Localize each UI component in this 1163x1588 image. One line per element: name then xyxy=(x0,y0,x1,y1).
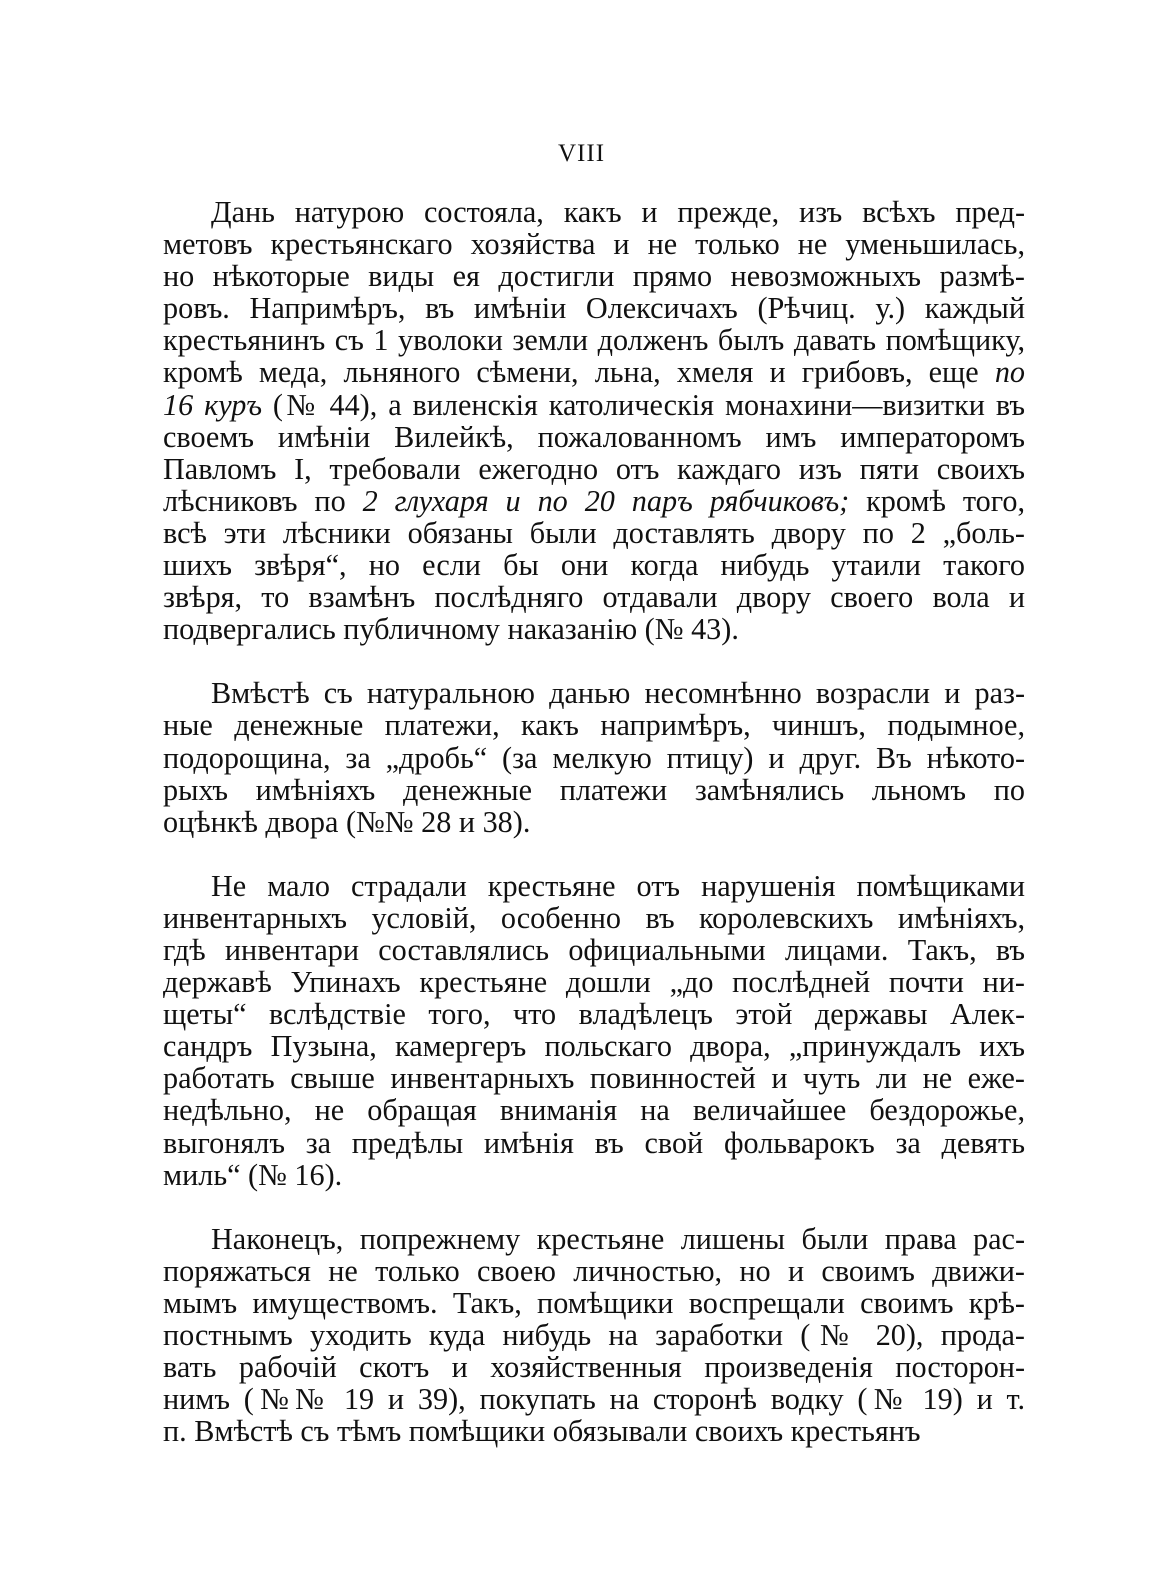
text-line xyxy=(163,1255,1025,1287)
text-segment: оцѣнкѣ двора (№№ 28 и 38). xyxy=(163,804,531,839)
text-segment: гдѣ инвентари составлялись официальными лицами. Такъ, въ xyxy=(163,932,1025,967)
text-line xyxy=(163,1383,1025,1415)
text-line xyxy=(163,870,1025,902)
text-segment: постнымъ уходить куда нибудь на заработки (№ 20), прода- xyxy=(163,1318,1025,1352)
text-segment: вать рабочій скотъ и хозяйственныя произведенія посторон- xyxy=(163,1350,1025,1385)
text-line xyxy=(163,1094,1025,1126)
text-line xyxy=(163,677,1025,709)
text-line xyxy=(163,1030,1025,1062)
text-line xyxy=(163,517,1025,549)
text-line xyxy=(163,1062,1025,1094)
text-line xyxy=(163,902,1025,934)
body-text xyxy=(163,196,1025,1479)
text-segment: п. Вмѣстѣ съ тѣмъ помѣщики обязывали своихъ крестьянъ xyxy=(163,1414,921,1449)
text-segment: державѣ Упинахъ крестьяне дошли „до послѣдней почти ни- xyxy=(163,965,1025,1000)
text-line xyxy=(163,1351,1025,1383)
text-line xyxy=(163,774,1025,806)
text-line xyxy=(163,292,1025,324)
text-line xyxy=(163,1127,1025,1159)
text-line xyxy=(163,228,1025,260)
text-segment: щеты“ вслѣдствіе того, что владѣлецъ этой державы Алек- xyxy=(163,997,1025,1032)
text-segment: Павломъ I, требовали ежегодно отъ каждаго изъ пяти своихъ xyxy=(163,451,1025,486)
text-segment: миль“ (№ 16). xyxy=(163,1157,343,1192)
text-line xyxy=(163,806,1025,838)
text-line xyxy=(163,1287,1025,1319)
text-segment: кромѣ меда, льняного сѣмени, льна, хмеля и грибовъ, еще xyxy=(163,355,995,390)
text-segment: лѣсниковъ по xyxy=(163,483,363,518)
text-line xyxy=(163,934,1025,966)
text-segment: крестьянинъ съ 1 уволоки земли долженъ былъ давать помѣщику, xyxy=(163,323,1025,358)
text-line xyxy=(163,709,1025,741)
paragraph xyxy=(163,1223,1025,1448)
text-line xyxy=(163,1159,1025,1191)
text-segment: нимъ (№№ 19 и 39), покупать на сторонѣ водку (№ 19) и т. xyxy=(163,1382,1025,1417)
paragraph xyxy=(163,870,1025,1191)
text-line xyxy=(163,613,1025,645)
text-segment: ровъ. Напримѣръ, въ имѣніи Олексичахъ (Рѣчиц. у.) каждый xyxy=(163,291,1025,326)
text-segment: 2 глухаря и по 20 паръ рябчиковъ; xyxy=(362,483,850,518)
text-segment: по xyxy=(994,355,1025,390)
text-line xyxy=(163,421,1025,453)
page-number: VIII xyxy=(557,140,606,167)
text-line xyxy=(163,260,1025,292)
text-line xyxy=(163,549,1025,581)
text-line xyxy=(163,1415,1025,1447)
text-segment: Наконецъ, попрежнему крестьяне лишены были права рас- xyxy=(211,1221,1025,1256)
text-line xyxy=(163,581,1025,613)
text-segment: мымъ имуществомъ. Такъ, помѣщики воспрещали своимъ крѣ- xyxy=(163,1285,1025,1320)
text-segment: но нѣкоторые виды ея достигли прямо невозможныхъ размѣ- xyxy=(163,259,1025,294)
text-segment: своемъ имѣніи Вилейкѣ, пожалованномъ имъ императоромъ xyxy=(163,419,1025,454)
text-segment: Дань натурою состояла, какъ и прежде, изъ всѣхъ пред- xyxy=(211,195,1025,229)
text-segment: рыхъ имѣніяхъ денежные платежи замѣнялись льномъ по xyxy=(163,772,1025,807)
text-segment: инвентарныхъ условій, особенно въ королевскихъ имѣніяхъ, xyxy=(163,900,1025,935)
text-line xyxy=(163,1319,1025,1351)
text-segment: выгонялъ за предѣлы имѣнія въ свой фольварокъ за девять xyxy=(163,1125,1025,1160)
text-segment: звѣря, то взамѣнъ послѣдняго отдавали двору своего вола и xyxy=(163,580,1025,615)
text-line xyxy=(163,453,1025,485)
text-segment: (№ 44), а виленскія католическія монахини—визитки въ xyxy=(262,387,1025,422)
text-segment: всѣ эти лѣсники обязаны были доставлять двору по 2 „боль- xyxy=(163,515,1025,550)
text-line xyxy=(163,742,1025,774)
text-segment: сандръ Пузына, камергеръ польскаго двора, „принуждалъ ихъ xyxy=(163,1029,1025,1064)
paragraph xyxy=(163,196,1025,645)
text-segment: работать свыше инвентарныхъ повинностей и чуть ли не еже- xyxy=(163,1061,1025,1096)
text-line xyxy=(163,966,1025,998)
text-segment: Вмѣстѣ съ натуральною данью несомнѣнно возрасли и раз- xyxy=(211,676,1025,711)
text-segment: кромѣ того, xyxy=(849,483,1025,518)
text-line xyxy=(163,1223,1025,1255)
text-line xyxy=(163,485,1025,517)
text-segment: подвергались публичному наказанію (№ 43). xyxy=(163,612,739,647)
text-segment: шихъ звѣря“, но если бы они когда нибудь утаили такого xyxy=(163,548,1025,583)
paragraph xyxy=(163,677,1025,837)
text-line xyxy=(163,196,1025,228)
text-segment: подорощина, за „дробь“ (за мелкую птицу) и друг. Въ нѣкото- xyxy=(163,740,1025,775)
text-line xyxy=(163,356,1025,388)
text-line xyxy=(163,998,1025,1030)
text-segment: недѣльно, не обращая вниманія на величайшее бездорожье, xyxy=(163,1093,1025,1128)
text-segment: Не мало страдали крестьяне отъ нарушенія помѣщиками xyxy=(211,868,1025,903)
text-segment: поряжаться не только своею личностью, но и своимъ движи- xyxy=(163,1253,1025,1288)
text-segment: ные денежные платежи, какъ напримѣръ, чиншъ, подымное, xyxy=(163,708,1025,743)
text-line xyxy=(163,324,1025,356)
text-line xyxy=(163,389,1025,421)
text-segment: метовъ крестьянскаго хозяйства и не только не уменьшилась, xyxy=(163,227,1025,262)
text-segment: 16 куръ xyxy=(163,387,262,422)
